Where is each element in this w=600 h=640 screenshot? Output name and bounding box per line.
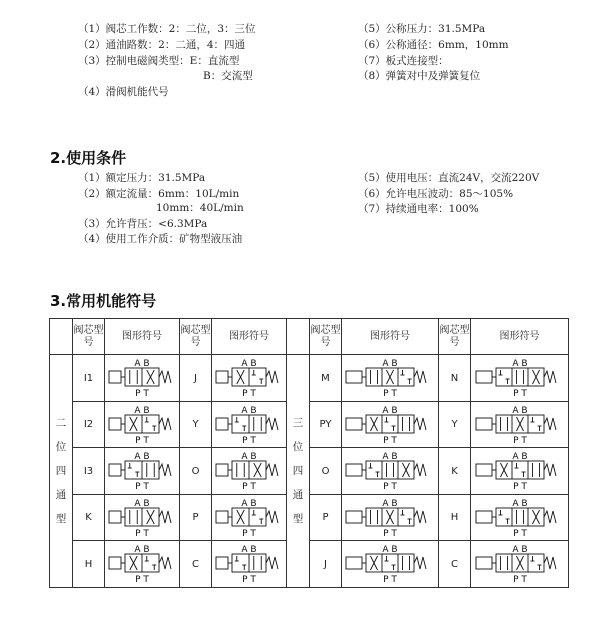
port-label-ab: A B [382,498,398,509]
port-label-pt: P T [512,482,527,493]
symbol-cell [105,541,180,588]
valve-symbol [214,542,284,586]
header-blank-left [50,319,73,355]
spool-code: O [310,448,342,495]
symbol-cell [342,541,439,588]
valve-symbol [344,403,436,447]
valve-symbol [107,449,177,493]
spool-code: C [439,541,471,588]
symbol-cell [105,355,180,402]
spool-code: P [310,494,342,541]
table-row [50,355,569,402]
port-label-pt: P T [242,435,256,446]
table-header-row [50,319,569,355]
port-label-ab: A B [134,405,150,416]
valve-symbol [474,496,566,540]
port-label-ab: A B [382,545,398,556]
port-label-pt: P T [135,528,149,539]
valve-symbol [474,542,566,586]
port-label-pt: P T [242,575,256,586]
port-label-ab: A B [511,498,528,509]
valve-symbol [344,496,436,540]
valve-symbol [214,449,284,493]
key-item-8: （8）弹簧对中及弹簧复位 [358,70,481,82]
function-symbol-table [49,318,569,588]
valve-symbol [214,403,284,447]
spool-code: I1 [73,355,105,402]
port-label-ab: A B [134,545,150,556]
port-label-ab: A B [241,498,257,509]
key-item-5: （5）公称压力：31.5MPa [358,23,486,35]
port-label-ab: A B [134,359,150,370]
symbol-cell [342,355,439,402]
spool-code: J [180,355,212,402]
cond-item-5: （5）使用电压：直流24V，交流220V [358,172,540,184]
key-item-2: （2）通油路数：2：二通，4：四通 [78,39,246,51]
valve-symbol [107,403,177,447]
table-row [50,541,569,588]
section-title-conditions: 2.使用条件 [50,149,127,167]
symbol-cell [342,448,439,495]
port-label-ab: A B [511,359,528,370]
key-item-6: （6）公称通径：6mm，10mm [358,39,509,51]
cond-item-3: （3）允许背压：<6.3MPa [78,218,208,230]
header-spool-type: 阀芯型号 [439,319,471,355]
valve-symbol [344,542,436,586]
port-label-pt: P T [135,575,149,586]
port-label-ab: A B [511,452,528,463]
port-label-pt: P T [383,435,397,446]
symbol-cell [471,494,569,541]
port-label-ab: A B [134,498,150,509]
key-item-7: （7）板式连接型： [358,55,449,67]
port-label-pt: P T [135,435,149,446]
cond-item-2b: 10mm：40L/min [156,202,244,214]
spool-code: C [180,541,212,588]
key-item-3: （3）控制电磁阀类型：E：直流型 [78,55,240,67]
symbol-cell [471,448,569,495]
port-label-pt: P T [512,575,527,586]
spool-code: O [180,448,212,495]
port-label-pt: P T [242,528,256,539]
port-label-pt: P T [135,389,149,400]
port-label-ab: A B [382,452,398,463]
spool-code: N [439,355,471,402]
port-label-pt: P T [383,575,397,586]
symbol-cell [471,401,569,448]
key-item-3b: B：交流型 [203,70,253,82]
port-label-pt: P T [512,528,527,539]
symbol-cell [105,494,180,541]
symbol-cell [212,355,287,402]
port-label-pt: P T [383,482,397,493]
header-spool-type: 阀芯型号 [180,319,212,355]
cond-item-7: （7）持续通电率：100% [358,203,479,215]
symbol-cell [105,401,180,448]
port-label-pt: P T [242,389,256,400]
port-label-ab: A B [134,452,150,463]
symbol-cell [212,401,287,448]
valve-symbol [214,496,284,540]
cond-item-1: （1）额定压力：31.5MPa [78,172,206,184]
symbol-cell [212,541,287,588]
cond-item-2: （2）额定流量：6mm：10L/min [78,188,240,200]
valve-symbol [214,356,284,400]
spool-code: M [310,355,342,402]
header-symbol: 图形符号 [105,319,180,355]
port-label-ab: A B [382,405,398,416]
spool-code: H [439,494,471,541]
valve-symbol [474,403,566,447]
port-label-ab: A B [241,359,257,370]
valve-symbol [107,356,177,400]
port-label-ab: A B [382,359,398,370]
symbol-cell [342,494,439,541]
header-blank-right [287,319,310,355]
header-symbol: 图形符号 [471,319,569,355]
spool-code: K [439,448,471,495]
symbol-cell [342,401,439,448]
spool-code: Y [180,401,212,448]
symbol-cell [212,448,287,495]
header-symbol: 图形符号 [212,319,287,355]
valve-symbol [344,449,436,493]
port-label-ab: A B [241,405,257,416]
valve-symbol [474,449,566,493]
header-spool-type: 阀芯型号 [310,319,342,355]
symbol-cell [471,541,569,588]
valve-symbol [344,356,436,400]
port-label-ab: A B [511,545,528,556]
valve-symbol [474,356,566,400]
cond-item-6: （6）允许电压波动：85～105% [358,188,514,200]
key-item-1: （1）阀芯工作数：2：二位，3：三位 [78,23,256,35]
port-label-ab: A B [511,405,528,416]
table-row [50,401,569,448]
spool-code: H [73,541,105,588]
spool-code: K [73,494,105,541]
cond-item-4: （4）使用工作介质：矿物型液压油 [78,233,243,245]
spool-code: I2 [73,401,105,448]
spool-code: Y [439,401,471,448]
port-label-pt: P T [135,482,149,493]
spool-code: P [180,494,212,541]
port-label-pt: P T [512,389,527,400]
valve-symbol [107,542,177,586]
port-label-pt: P T [242,482,256,493]
symbol-cell [105,448,180,495]
group-label-two-position: 二 位 四 通 型 [50,355,73,588]
symbol-cell [471,355,569,402]
port-label-pt: P T [512,435,527,446]
header-spool-type: 阀芯型号 [73,319,105,355]
table-row [50,448,569,495]
section-title-symbols: 3.常用机能符号 [50,292,157,310]
key-item-4: （4）滑阀机能代号 [78,86,169,98]
port-label-ab: A B [241,545,257,556]
spool-code: J [310,541,342,588]
valve-symbol [107,496,177,540]
spool-code: I3 [73,448,105,495]
port-label-pt: P T [383,528,397,539]
spool-code: PY [310,401,342,448]
port-label-pt: P T [383,389,397,400]
header-symbol: 图形符号 [342,319,439,355]
table-row [50,494,569,541]
symbol-cell [212,494,287,541]
group-label-three-position: 三 位 四 通 型 [287,355,310,588]
port-label-ab: A B [241,452,257,463]
